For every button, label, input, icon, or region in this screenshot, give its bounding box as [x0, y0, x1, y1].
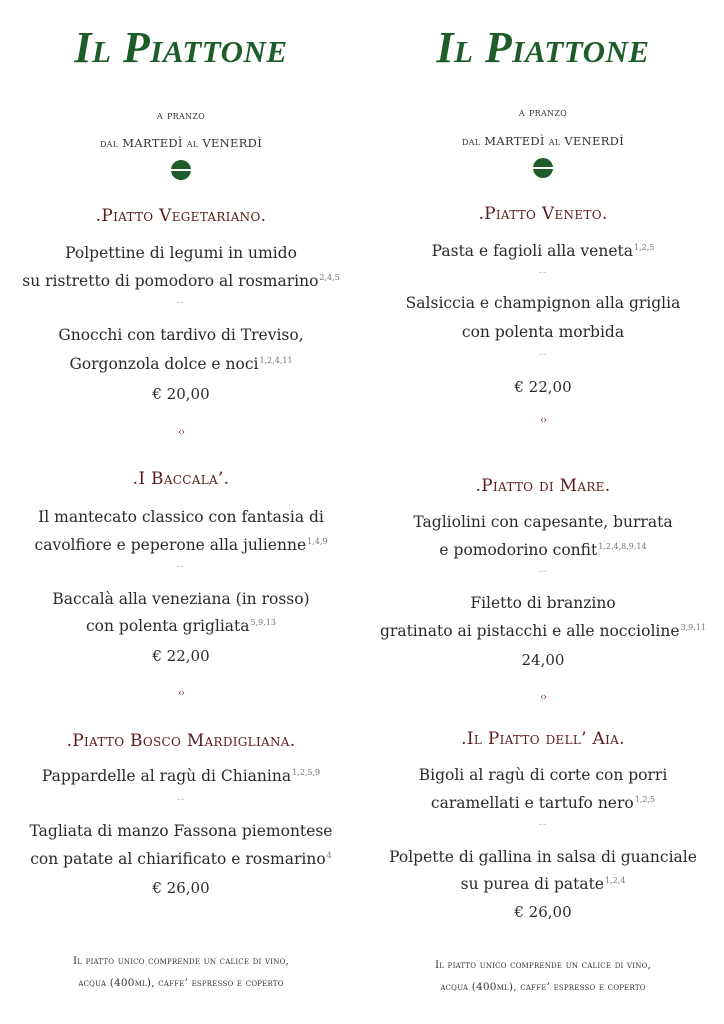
ornament-icon: ‹›	[178, 427, 184, 438]
allergen-codes: 1,2,5	[633, 243, 655, 252]
dish-line: Baccalà alla veneziana (in rosso)	[52, 590, 310, 608]
separator: --	[538, 820, 548, 830]
dish-line: Bigoli al ragù di corte con porri	[418, 766, 668, 784]
section-title: .I Baccala’.	[132, 469, 230, 489]
section-title: .Piatto Vegetariano.	[95, 206, 267, 226]
dish-line: e pomodorino confit$^{1,2,4,8,9,14}$	[439, 541, 647, 559]
allergen-codes: 1,4,9	[307, 537, 328, 546]
price: € 26,00	[152, 879, 210, 897]
dish-line: Tagliata di manzo Fassona piemontese	[29, 822, 333, 840]
price: € 22,00	[514, 378, 572, 396]
menu-column-right	[362, 0, 724, 1024]
dish-line: con patate al chiarificato e rosmarino$^4$	[30, 850, 332, 868]
separator: --	[176, 562, 186, 572]
allergen-codes: 4	[326, 851, 332, 860]
price: € 20,00	[152, 385, 210, 403]
dish-line: Pappardelle al ragù di Chianina$^{1,2,5,9}$	[41, 767, 321, 785]
days-label: dal MARTEDÌ al VENERDÌ	[461, 134, 625, 148]
dish-line: Gnocchi con tardivo di Treviso,	[58, 326, 304, 344]
restaurant-title: Il Piattone	[74, 23, 288, 72]
section-title: .Piatto Veneto.	[478, 204, 608, 224]
section-title: .Il Piatto dell’ Aia.	[461, 729, 625, 749]
dish-line: Pasta e fagioli alla veneta$^{1,2,5}$	[431, 242, 655, 260]
restaurant-title: Il Piattone	[436, 23, 650, 72]
dish-line: Salsiccia e champignon alla griglia	[405, 294, 681, 312]
days-label: dal MARTEDÌ al VENERDÌ	[99, 136, 263, 150]
allergen-codes: 2,4,5	[319, 273, 340, 282]
separator: --	[176, 795, 186, 805]
ornament-icon: ‹›	[540, 415, 546, 426]
price: € 26,00	[514, 903, 572, 921]
allergen-codes: 1,2,5	[634, 795, 656, 804]
separator: --	[538, 567, 548, 577]
allergen-codes: 1,2,4	[605, 876, 626, 885]
dish-line: Tagliolini con capesante, burrata	[413, 513, 673, 531]
dish-line: con polenta morbida	[461, 323, 625, 341]
footer-note: acqua (400ml), caffe’ espresso e coperto	[78, 977, 284, 989]
separator: --	[538, 268, 548, 278]
dish-line: caramellati e tartufo nero$^{1,2,5}$	[430, 794, 656, 812]
allergen-codes: 1,2,4,11	[259, 356, 293, 365]
green-divider-icon	[532, 157, 554, 179]
separator: --	[176, 298, 186, 308]
dish-line: Polpette di gallina in salsa di guanciale	[389, 848, 697, 866]
section-title: .Piatto Bosco Mardigliana.	[66, 731, 296, 751]
allergen-codes: 1,2,4,8,9,14	[598, 542, 647, 551]
ornament-icon: ‹›	[540, 692, 546, 703]
dish-line: con polenta grigliata$^{5,9,13}$	[86, 617, 276, 635]
footer-note: Il piatto unico comprende un calice di vino,	[434, 959, 652, 971]
dish-line: cavolfiore e peperone alla julienne$^{1,4,9}$	[34, 536, 328, 554]
service-label: a pranzo	[156, 108, 206, 122]
separator: --	[538, 350, 548, 360]
dish-line: su purea di patate$^{1,2,4}$	[460, 875, 626, 893]
dish-line: Il mantecato classico con fantasia di	[38, 508, 324, 526]
price: € 22,00	[152, 647, 210, 665]
allergen-codes: 5,9,13	[250, 618, 276, 627]
service-label: a pranzo	[518, 105, 568, 119]
dish-line: gratinato ai pistacchi e alle noccioline$^{3,9,11}$	[380, 622, 706, 640]
allergen-codes: 1,2,5,9	[292, 768, 321, 777]
section-title: .Piatto di Mare.	[475, 476, 611, 496]
dish-line: su ristretto di pomodoro al rosmarino$^{2,4,5}$	[22, 272, 340, 290]
footer-note: Il piatto unico comprende un calice di vino,	[72, 955, 290, 967]
dish-line: Gorgonzola dolce e noci$^{1,2,4,11}$	[69, 355, 293, 373]
allergen-codes: 3,9,11	[680, 623, 706, 632]
footer-note: acqua (400ml), caffe’ espresso e coperto	[440, 981, 646, 993]
ornament-icon: ‹›	[178, 688, 184, 699]
price: 24,00	[521, 651, 565, 669]
dish-line: Filetto di branzino	[470, 594, 616, 612]
dish-line: Polpettine di legumi in umido	[65, 244, 297, 262]
green-divider-icon	[170, 159, 192, 181]
